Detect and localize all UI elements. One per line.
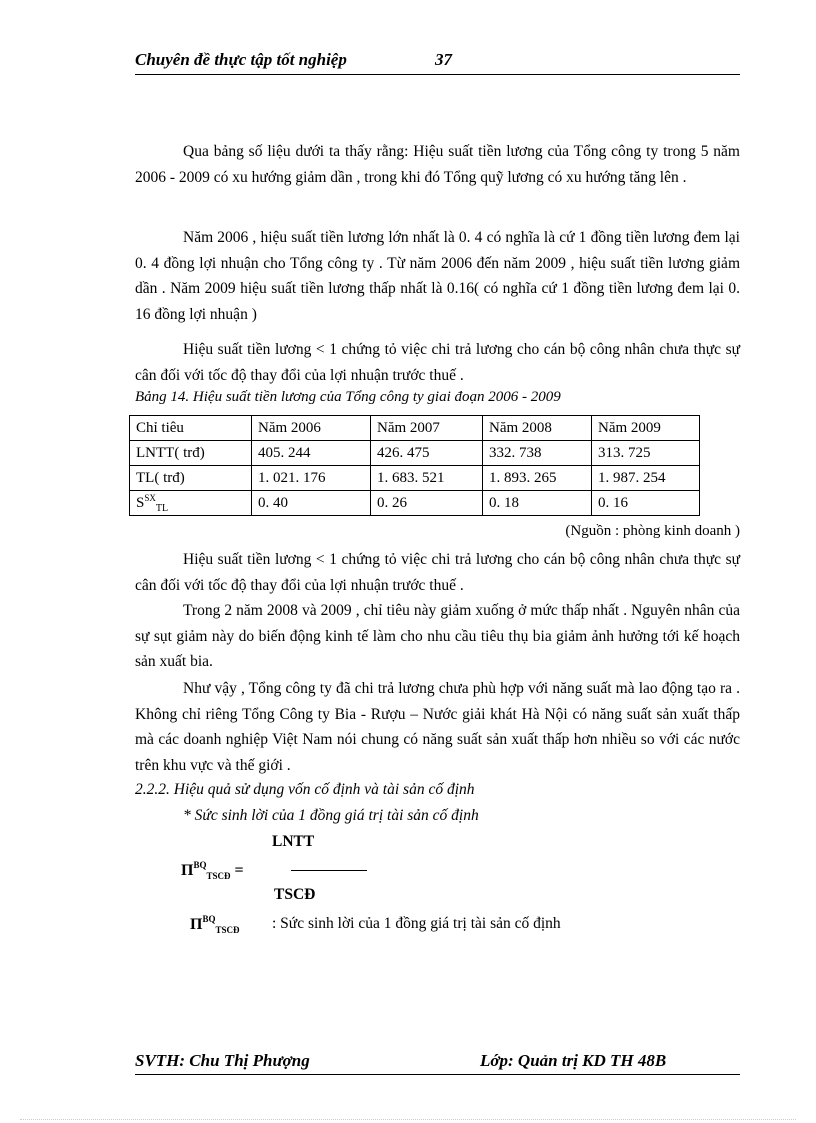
row-label: LNTT( trđ) (130, 441, 252, 466)
header-cell: Năm 2007 (371, 416, 483, 441)
fraction-line (291, 870, 367, 871)
table-row (130, 466, 700, 491)
header-cell: Năm 2009 (592, 416, 700, 441)
header-cell: Năm 2006 (252, 416, 371, 441)
table-cell: 332. 738 (483, 441, 592, 466)
paragraph-4: Hiệu suất tiền lương < 1 chứng tỏ việc chi trả lương cho cán bộ công nhân chưa thực sự cân đối với tốc độ thay đổi của lợi nhuận trước thuế . (135, 551, 740, 594)
row-label: TL( trđ) (130, 466, 252, 491)
table-cell: 405. 244 (252, 441, 371, 466)
subsection-heading: * Sức sinh lời của 1 đồng giá trị tài sản cố định (183, 807, 479, 824)
pi-symbol: Π (190, 916, 203, 933)
definition-symbol (190, 914, 239, 935)
header-cell: Chỉ tiêu (130, 416, 252, 441)
paragraph-6: Như vậy , Tổng công ty đã chi trả lương chưa phù hợp với năng suất mà lao động tạo ra . Không chỉ riêng Tổng Công ty Bia - Rượu – Nước giải khát Hà Nội có năng suất sản xuất thấp mà các doanh nghiệp Việt Nam nói chung có năng suất sản xuất thấp hơn nhiều so với các nước trên khu vực và thế giới . (135, 680, 740, 774)
table-cell: 1. 893. 265 (483, 466, 592, 491)
formula-lhs (181, 860, 244, 881)
table-row (130, 491, 700, 516)
efficiency-sup: SX (144, 492, 156, 503)
document-title: Chuyên đề thực tập tốt nghiệp (135, 50, 347, 69)
page-number: 37 (435, 50, 452, 69)
page-footer (135, 1050, 740, 1075)
efficiency-sub: TL (155, 502, 169, 514)
pi-subscript: TSCĐ (215, 925, 240, 935)
table-source: (Nguồn : phòng kinh doanh ) (565, 523, 740, 539)
table-cell: 426. 475 (371, 441, 483, 466)
table-cell: 1. 987. 254 (592, 466, 700, 491)
pi-superscript: BQ (193, 860, 207, 870)
pi-subscript: TSCĐ (206, 871, 231, 881)
table-cell: 0. 40 (252, 491, 371, 516)
table-cell: 0. 26 (371, 491, 483, 516)
formula-numerator: LNTT (272, 833, 315, 850)
efficiency-symbol: S (136, 494, 145, 511)
table-cell: 0. 16 (592, 491, 700, 516)
table-cell: 0. 18 (483, 491, 592, 516)
formula-definition: : Sức sinh lời của 1 đồng giá trị tài sản cố định (272, 915, 561, 932)
section-heading: 2.2.2. Hiệu quả sử dụng vốn cố định và tài sản cố định (135, 781, 475, 798)
table-cell: 1. 683. 521 (371, 466, 483, 491)
table-row (130, 441, 700, 466)
paragraph-1: Qua bảng số liệu dưới ta thấy rằng: Hiệu suất tiền lương của Tổng công ty trong 5 năm 2006 - 2009 có xu hướng giảm dần , trong khi đó Tổng quỹ lương có xu hướng tăng lên . (135, 143, 740, 186)
table-cell: 1. 021. 176 (252, 466, 371, 491)
row-label-efficiency (130, 491, 252, 516)
salary-efficiency-table (129, 415, 700, 516)
equals-sign: = (234, 862, 244, 879)
table-cell: 313. 725 (592, 441, 700, 466)
paragraph-5: Trong 2 năm 2008 và 2009 , chỉ tiêu này giảm xuống ở mức thấp nhất . Nguyên nhân của sự sụt giảm này do biến động kinh tế làm cho nhu cầu tiêu thụ bia giảm ảnh hưởng tới kế hoạch sản xuất bia. (135, 602, 740, 670)
paragraph-3: Hiệu suất tiền lương < 1 chứng tỏ việc chi trả lương cho cán bộ công nhân chưa thực sự cân đối với tốc độ thay đổi của lợi nhuận trước thuế . (135, 341, 740, 384)
formula-denominator: TSCĐ (274, 886, 316, 903)
page-header (135, 48, 740, 75)
table-header-row (130, 416, 700, 441)
paragraph-2: Năm 2006 , hiệu suất tiền lương lớn nhất là 0. 4 có nghĩa là cứ 1 đồng tiền lương đem lại 0. 4 đồng lợi nhuận cho Tổng công ty . Từ năm 2006 đến năm 2009 , hiệu suất tiền lương giảm dần . Năm 2009 hiệu suất tiền lương thấp nhất là 0.16( có nghĩa cứ 1 đồng tiền lương đem lại 0. 16 đồng lợi nhuận ) (135, 229, 740, 323)
table-caption: Bảng 14. Hiệu suất tiền lương của Tổng công ty giai đoạn 2006 - 2009 (135, 389, 561, 405)
pi-superscript: BQ (202, 914, 216, 924)
class-name: Lớp: Quản trị KD TH 48B (480, 1051, 667, 1070)
page-bottom-divider (20, 1119, 796, 1120)
header-cell: Năm 2008 (483, 416, 592, 441)
pi-symbol: Π (181, 862, 194, 879)
student-name: SVTH: Chu Thị Phượng (135, 1051, 310, 1070)
